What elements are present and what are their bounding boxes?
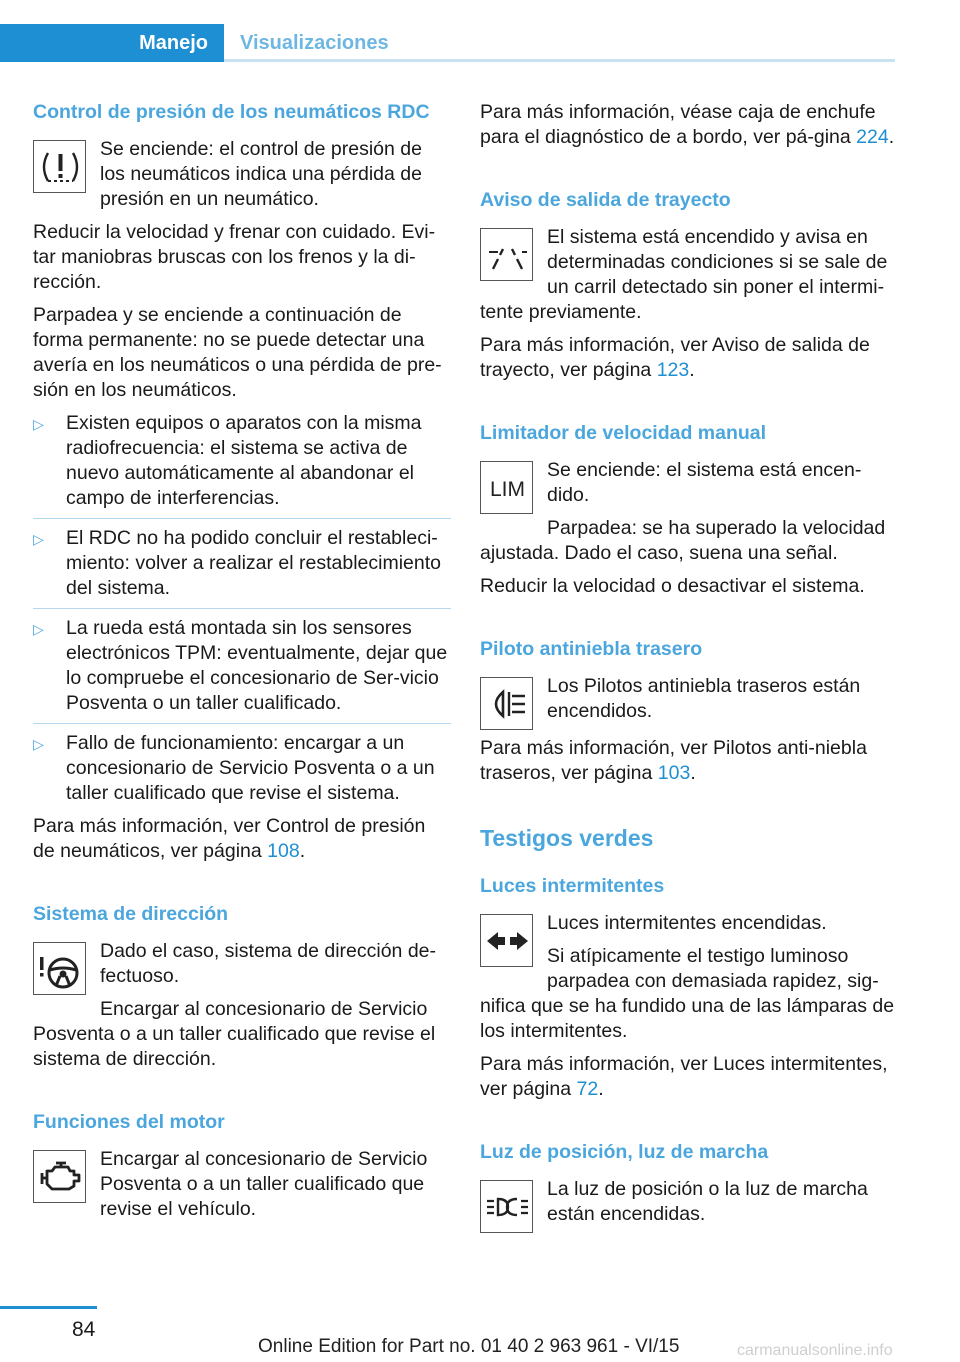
rdc-bullet-list bbox=[33, 411, 451, 812]
page-link-72[interactable]: 72 bbox=[576, 1078, 599, 1100]
speed-p3: Reducir la velocidad o desactivar el sistema. bbox=[480, 575, 865, 597]
speed-limiter-icon-text: LIM bbox=[489, 478, 526, 501]
page-link-224[interactable]: 224 bbox=[856, 126, 889, 148]
steering-wheel-icon bbox=[33, 942, 86, 995]
heading-speed-limiter: Limitador de velocidad manual bbox=[480, 422, 767, 444]
position-p1: La luz de posición o la luz de marcha están encendidas. bbox=[547, 1178, 868, 1225]
tab-divider bbox=[224, 59, 895, 62]
turn-more bbox=[480, 1052, 898, 1102]
page-number: 84 bbox=[72, 1318, 96, 1341]
rdc-more bbox=[33, 814, 451, 864]
bullet-text: El RDC no ha podido concluir el restableci‐miento: volver a realizar el restablecimiento del sistema. bbox=[66, 527, 441, 599]
fog-p1: Los Pilotos antiniebla traseros están encendidos. bbox=[547, 675, 861, 722]
steering-p1: Dado el caso, sistema de dirección de‐fectuoso. bbox=[100, 940, 437, 987]
watermark: carmanualsonline.info bbox=[737, 1342, 893, 1359]
list-item bbox=[33, 526, 451, 609]
fog-more bbox=[480, 736, 898, 786]
heading-steering: Sistema de dirección bbox=[33, 903, 229, 925]
speed-limiter-icon bbox=[480, 461, 533, 514]
page-link-123[interactable]: 123 bbox=[656, 359, 690, 381]
speed-p1: Se enciende: el sistema está encen‐dido. bbox=[547, 459, 862, 506]
page-link-108[interactable]: 108 bbox=[267, 840, 300, 862]
bullet-triangle-icon: ▷ bbox=[33, 621, 44, 637]
header-tabbar bbox=[0, 24, 895, 62]
bullet-text: Fallo de funcionamiento: encargar a un concesionario de Servicio Posventa o a un taller cualificado que revise el sistema. bbox=[66, 732, 435, 804]
heading-rdc: Control de presión de los neumáticos RDC bbox=[33, 101, 430, 123]
rdc-p1: Se enciende: el control de presión de los neumáticos indica una pérdida de presión en un neumático. bbox=[100, 138, 422, 210]
lane-more bbox=[480, 333, 898, 383]
bullet-text: La rueda está montada sin los sensores electrónicos TPM: eventualmente, dejar que lo compruebe el concesionario de Ser‐vicio Posventa o un taller cualificado. bbox=[66, 617, 448, 714]
bullet-triangle-icon: ▷ bbox=[33, 531, 44, 547]
rdc-p2: Reducir la velocidad y frenar con cuidado. Evi‐tar maniobras bruscas con los frenos y la di‐rección. bbox=[33, 221, 436, 293]
footer-edition: Online Edition for Part no. 01 40 2 963 961 - VI/15 bbox=[258, 1336, 680, 1357]
list-item bbox=[33, 411, 451, 519]
rdc-more-text: Para más información, ver Control de presión de neumáticos, ver página bbox=[33, 815, 426, 862]
period: . bbox=[299, 840, 306, 862]
rear-fog-light-icon bbox=[480, 677, 533, 730]
turn-p2: Si atípicamente el testigo luminoso parpadea con demasiada rapidez, sig‐nifica que se ha fundido una de las lámparas de los intermitentes. bbox=[480, 945, 895, 1042]
position-light-icon bbox=[480, 1180, 533, 1233]
tab-manejo-label: Manejo bbox=[139, 32, 208, 54]
tire-pressure-icon bbox=[33, 140, 86, 193]
list-item bbox=[33, 616, 451, 724]
list-item bbox=[33, 731, 451, 812]
heading-green-indicators: Testigos verdes bbox=[480, 825, 654, 851]
left-column bbox=[33, 100, 451, 1230]
heading-engine: Funciones del motor bbox=[33, 1111, 225, 1133]
steering-p2: Encargar al concesionario de Servicio Posventa o a un taller cualificado que revise el sistema de dirección. bbox=[33, 998, 436, 1070]
speed-p2: Parpadea: se ha superado la velocidad ajustada. Dado el caso, suena una señal. bbox=[480, 517, 886, 564]
rdc-p3: Parpadea y se enciende a continuación de forma permanente: no se puede detectar una avería en los neumáticos o una pérdida de pre‐sión en los neumáticos. bbox=[33, 304, 442, 401]
tab-visualizaciones[interactable]: Visualizaciones bbox=[240, 32, 389, 54]
turn-p1: Luces intermitentes encendidas. bbox=[547, 912, 827, 934]
turn-more-text: Para más información, ver Luces intermitentes, ver página bbox=[480, 1053, 888, 1100]
right-column bbox=[480, 100, 898, 1239]
fog-more-text: Para más información, ver Pilotos anti‐niebla traseros, ver página bbox=[480, 737, 867, 784]
footer-rule bbox=[0, 1306, 97, 1309]
lane-departure-icon bbox=[480, 228, 533, 281]
page-link-103[interactable]: 103 bbox=[657, 762, 691, 784]
period: . bbox=[888, 126, 895, 148]
heading-fog: Piloto antiniebla trasero bbox=[480, 638, 703, 660]
period: . bbox=[598, 1078, 604, 1100]
engine-icon bbox=[33, 1150, 86, 1203]
heading-lane: Aviso de salida de trayecto bbox=[480, 189, 731, 211]
bullet-triangle-icon: ▷ bbox=[33, 416, 44, 432]
period: . bbox=[689, 359, 695, 381]
obd-text: Para más información, véase caja de enchufe para el diagnóstico de a bordo, ver pá‐gina bbox=[480, 101, 876, 148]
period: . bbox=[690, 762, 696, 784]
bullet-triangle-icon: ▷ bbox=[33, 736, 44, 752]
obd-more bbox=[480, 100, 898, 150]
heading-turn-signals: Luces intermitentes bbox=[480, 875, 665, 897]
engine-p1: Encargar al concesionario de Servicio Posventa o a un taller cualificado que revise el vehículo. bbox=[100, 1148, 428, 1220]
heading-position-light: Luz de posición, luz de marcha bbox=[480, 1141, 769, 1163]
tab-manejo[interactable] bbox=[0, 24, 224, 62]
lane-p1: El sistema está encendido y avisa en determinadas condiciones si se sale de un carril detectado sin poner el intermi‐tente previamente. bbox=[480, 226, 888, 323]
lane-more-text: Para más información, ver Aviso de salida de trayecto, ver página bbox=[480, 334, 870, 381]
turn-signal-icon bbox=[480, 914, 533, 967]
bullet-text: Existen equipos o aparatos con la misma radiofrecuencia: el sistema se activa de nuevo automáticamente al abandonar el campo de interferencias. bbox=[66, 412, 422, 509]
